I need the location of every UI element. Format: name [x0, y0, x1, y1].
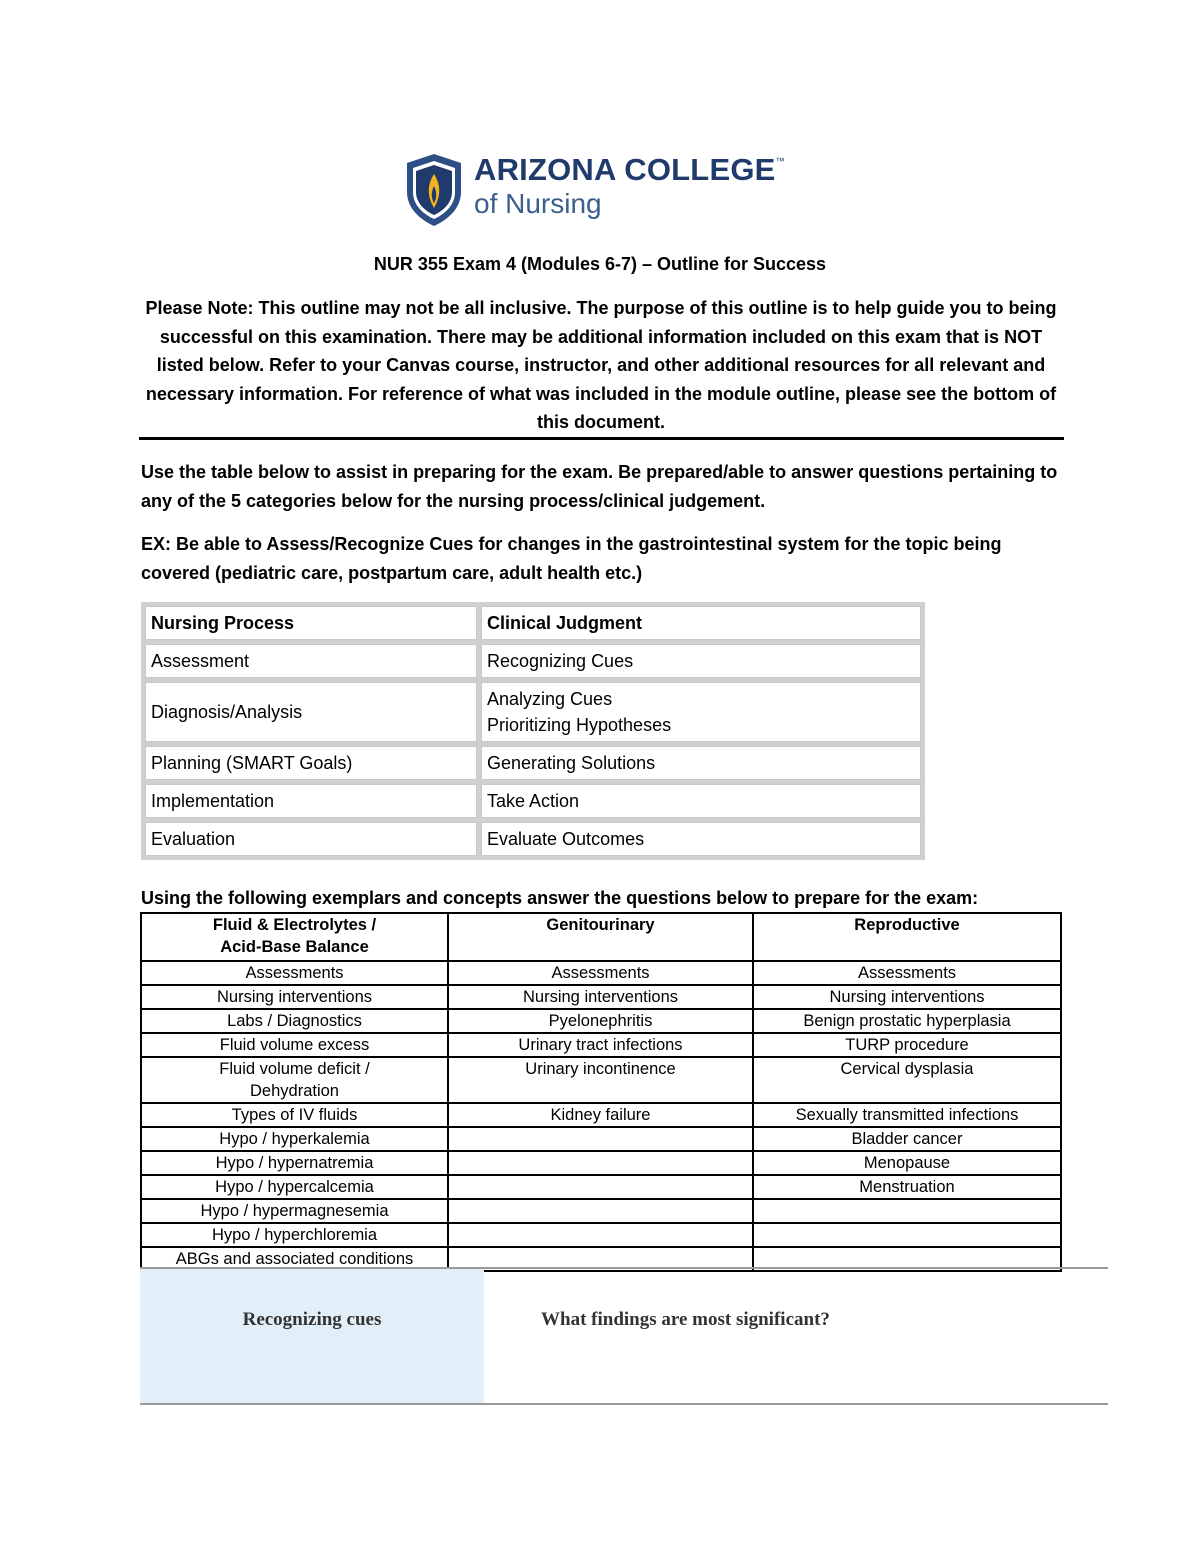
table-cell: Cervical dysplasia [753, 1057, 1061, 1103]
table-row [141, 1033, 1061, 1057]
logo-line2: of Nursing [474, 188, 602, 219]
page-title: NUR 355 Exam 4 (Modules 6-7) – Outline for Success [373, 254, 827, 274]
table-cell: Implementation [145, 784, 477, 818]
table-header-cell [141, 913, 448, 961]
table-cell: Hypo / hypermagnesemia [141, 1199, 448, 1223]
table-cell: Generating Solutions [481, 746, 921, 780]
table-cell: Planning (SMART Goals) [145, 746, 477, 780]
cues-label-panel [140, 1269, 484, 1403]
table-cell [448, 1175, 753, 1199]
table-cell: Diagnosis/Analysis [145, 682, 477, 742]
table-cell: Menopause [753, 1151, 1061, 1175]
table-row [141, 1175, 1061, 1199]
table-cell [481, 682, 921, 742]
college-logo [404, 150, 804, 230]
table-cell: Assessments [448, 961, 753, 985]
table-row [145, 784, 921, 818]
table-cell [448, 1199, 753, 1223]
table-header-row [145, 606, 921, 640]
table-cell: Kidney failure [448, 1103, 753, 1127]
table-cell: Bladder cancer [753, 1127, 1061, 1151]
table-row [145, 822, 921, 856]
table-header-cell: Clinical Judgment [481, 606, 921, 640]
example-paragraph: EX: Be able to Assess/Recognize Cues for changes in the gastrointestinal system for the topic being covered (pediatric care, postpartum care, adult health etc.) [141, 534, 1002, 583]
table-header-cell: Genitourinary [448, 913, 753, 961]
table-cell: Nursing interventions [141, 985, 448, 1009]
table-cell: Pyelonephritis [448, 1009, 753, 1033]
table-row [141, 1199, 1061, 1223]
table-cell: Urinary tract infections [448, 1033, 753, 1057]
table-cell: Hypo / hyperchloremia [141, 1223, 448, 1247]
table-cell [753, 1223, 1061, 1247]
table-cell: Assessments [753, 961, 1061, 985]
shield-logo-icon [404, 152, 464, 228]
table-cell: Hypo / hypercalcemia [141, 1175, 448, 1199]
table-cell: Labs / Diagnostics [141, 1009, 448, 1033]
logo-line1: ARIZONA COLLEGE™ [474, 152, 785, 187]
cues-question: What findings are most significant? [541, 1309, 830, 1330]
table-row [145, 644, 921, 678]
table-cell [141, 1057, 448, 1103]
table-cell: Menstruation [753, 1175, 1061, 1199]
cell-line: Fluid volume deficit / [219, 1060, 370, 1078]
table-cell: Types of IV fluids [141, 1103, 448, 1127]
table-cell [448, 1151, 753, 1175]
divider [139, 437, 1064, 440]
note-paragraph: Please Note: This outline may not be all inclusive. The purpose of this outline is to help guide you to being successful on this examination. There may be additional information included on this exam that is NOT listed below. Refer to your Canvas course, instructor, and other additional resources for all relevant and necessary information. For reference of what was included in the module outline, please see the bottom of this document. [145, 298, 1057, 433]
table-cell: Fluid volume excess [141, 1033, 448, 1057]
table-cell: Hypo / hypernatremia [141, 1151, 448, 1175]
table-cell: Recognizing Cues [481, 644, 921, 678]
table-row [141, 985, 1061, 1009]
table-row [141, 961, 1061, 985]
table-header-cell: Nursing Process [145, 606, 477, 640]
header-line: Acid-Base Balance [220, 938, 369, 956]
table-row [141, 1103, 1061, 1127]
cell-line: Dehydration [250, 1082, 339, 1100]
table-row [141, 1223, 1061, 1247]
table-row [141, 1151, 1061, 1175]
table-cell: Sexually transmitted infections [753, 1103, 1061, 1127]
table-row [141, 1009, 1061, 1033]
exemplar-table [140, 912, 1062, 1272]
table-cell: Nursing interventions [753, 985, 1061, 1009]
table-cell: Evaluation [145, 822, 477, 856]
exemplar-intro: Using the following exemplars and concepts answer the questions below to prepare for the exam: [141, 888, 979, 908]
table-cell: Nursing interventions [448, 985, 753, 1009]
table-cell: Take Action [481, 784, 921, 818]
table-cell: Hypo / hyperkalemia [141, 1127, 448, 1151]
table-row [141, 1127, 1061, 1151]
table-row [145, 682, 921, 742]
table-cell [753, 1199, 1061, 1223]
table-header-row [141, 913, 1061, 961]
table-row [145, 746, 921, 780]
recognizing-cues-section [140, 1267, 1108, 1405]
cell-line: Analyzing Cues [487, 689, 613, 709]
table-cell [448, 1127, 753, 1151]
cues-label: Recognizing cues [242, 1309, 382, 1330]
table-cell: Assessments [141, 961, 448, 985]
table-cell: Assessment [145, 644, 477, 678]
header-line: Fluid & Electrolytes / [212, 916, 377, 934]
cell-line: Prioritizing Hypotheses [487, 715, 672, 735]
table-cell: TURP procedure [753, 1033, 1061, 1057]
table-cell: Benign prostatic hyperplasia [753, 1009, 1061, 1033]
table-header-cell: Reproductive [753, 913, 1061, 961]
table-cell [448, 1223, 753, 1247]
table-cell: Evaluate Outcomes [481, 822, 921, 856]
table-cell: Urinary incontinence [448, 1057, 753, 1103]
instructions-paragraph: Use the table below to assist in preparing for the exam. Be prepared/able to answer questions pertaining to any of the 5 categories below for the nursing process/clinical judgement. [141, 462, 1058, 511]
table-cell: ABGs and associated conditions [141, 1247, 448, 1271]
table-row [141, 1057, 1061, 1103]
nursing-process-table [141, 602, 925, 860]
